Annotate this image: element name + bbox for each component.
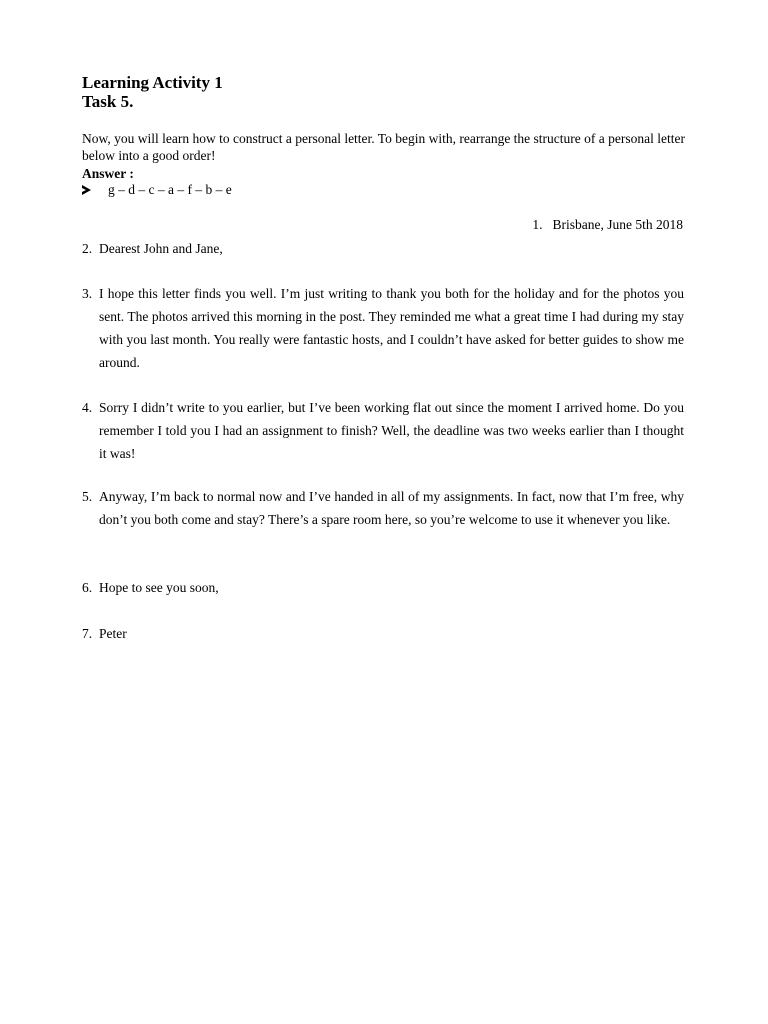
item-text: Anyway, I’m back to normal now and I’ve handed in all of my assignments. In fact, now that I’m free, why don’t you both come and stay? There’s a spare room here, so you’re welcome to use it whenever you like. — [99, 489, 684, 527]
title-line-2: Task 5. — [82, 92, 134, 111]
answer-label: Answer : — [82, 166, 134, 181]
item-text: Hope to see you soon, — [99, 580, 219, 595]
intro-paragraph: Now, you will learn how to construct a personal letter. To begin with, rearrange the structure of a personal letter below into a good order! — [82, 131, 685, 163]
item-text: Sorry I didn’t write to you earlier, but I’ve been working flat out since the moment I arrived home. Do you remember I told you I had an assignment to finish? Well, the deadline was two weeks earlier than I thought it was! — [99, 400, 684, 461]
item-text: Peter — [99, 626, 127, 641]
letter-item-paragraph-3 — [82, 485, 684, 531]
item-text: I hope this letter finds you well. I’m just writing to thank you both for the holiday and for the photos you sent. The photos arrived this morning in the post. They reminded me what a great time I had during my stay with you last month. You really were fantastic hosts, and I couldn’t have asked for better guides to show me around. — [99, 286, 684, 370]
date-text: Brisbane, June 5th 2018 — [552, 217, 683, 232]
letter-date — [532, 216, 683, 233]
arrow-bullet-icon — [82, 185, 91, 195]
answer-sequence: g – d – c – a – f – b – e — [108, 182, 232, 197]
letter-item-closing — [82, 576, 684, 599]
item-text: Dearest John and Jane, — [99, 241, 223, 256]
item-number: 7. — [82, 626, 93, 641]
item-number: 5. — [82, 489, 93, 504]
title-line-1: Learning Activity 1 — [82, 73, 223, 92]
item-number: 2. — [82, 241, 93, 256]
letter-item-paragraph-2 — [82, 396, 684, 465]
item-number: 6. — [82, 580, 93, 595]
item-number: 4. — [82, 400, 93, 415]
page-title — [82, 73, 223, 111]
letter-item-signature — [82, 622, 684, 645]
letter-item-greeting — [82, 237, 684, 260]
date-number: 1. — [532, 217, 543, 232]
letter-item-paragraph-1 — [82, 282, 684, 374]
item-number: 3. — [82, 286, 93, 301]
answer-row — [82, 181, 232, 198]
